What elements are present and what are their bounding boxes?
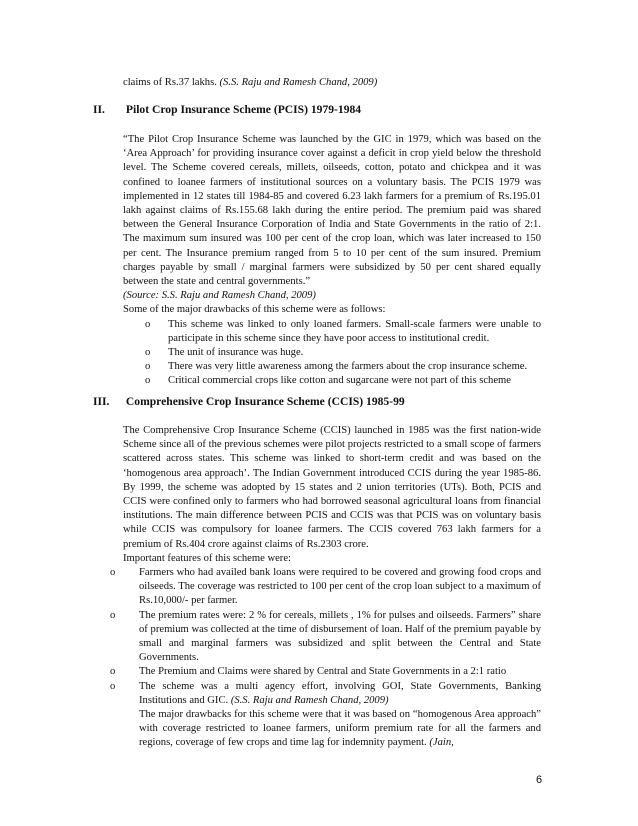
feature-citation: (S.S. Raju and Ramesh Chand, 2009) [230,694,389,706]
bullet-icon: o [110,680,116,692]
list-item: o This scheme was linked to only loaned farmers. Small-scale farmers were unable to participate in this scheme since they have poor access to institutional credit. [145,318,541,344]
list-item: o The unit of insurance was huge. [145,346,541,360]
section-heading-ccis [93,395,553,408]
feature-continuation: The major drawbacks for this scheme were that it was based on “homogenous Area approach” with coverage restricted to loanee farmers, uniform premium rate for all the farmers and regions, coverage of few crops and time lag for indemnity payment. [139,709,541,749]
list-item: o Critical commercial crops like cotton and sugarcane were not part of this scheme [145,374,541,388]
intro-text: claims of Rs.37 lakhs. [123,77,220,88]
list-item: o The scheme was a multi agency effort, involving GOI, State Governments, Banking Institutions and GIC. (S.S. Raju and Ramesh Chand, 2009) The major drawbacks for this scheme were that it was based on “homogenous Area approach” with coverage restricted to loanee farmers, uniform premium rate for all the farmers and regions, coverage of few crops and time lag for indemnity payment. (Jain, [110,680,541,749]
pcis-quote: “The Pilot Crop Insurance Scheme was launched by the GIC in 1979, which was based on the ‘Area Approach’ for providing insurance cover against a deficit in crop yield below the threshold level. The Scheme covered cereals, millets, oilseeds, cotton, potato and chickpea and it was confined to loanee farmers of institutional sources on a voluntary basis. The PCIS 1979 was implemented in 12 states till 1984-85 and covered 6.23 lakh farmers for a premium of Rs.195.01 lakh against claims of Rs.155.68 lakh during the entire period. The premium paid was shared between the General Insurance Corporation of India and State Governments in the ratio of 2:1. The maximum sum insured was 100 per cent of the crop loan, which was later increased to 150 per cent. The Insurance premium ranged from 5 to 10 per cent of the sum insured. Premium charges payable by small / marginal farmers were subsidized by 50 per cent shared equally between the state and central governments.” [123,134,541,288]
ccis-features-list [110,566,541,751]
list-item: o There was very little awareness among the farmers about the crop insurance scheme. [145,360,541,374]
page-number: 6 [536,774,543,786]
ccis-features-intro: Important features of this scheme were: [123,552,291,564]
bullet-icon: o [145,347,151,359]
list-item: o The premium rates were: 2 % for cereals, millets , 1% for pulses and oilseeds. Farmers” share of premium was collected at the time of disbursement of loan. Half of the premium payable by small and marginal farmers was subsidized and split between the Central and State Governments. [110,609,541,664]
bullet-icon: o [110,609,116,621]
section-number: III. [93,395,110,408]
list-item: o The Premium and Claims were shared by Central and State Governments in a 2:1 ratio [110,665,541,679]
list-item: o Farmers who had availed bank loans were required to be covered and growing food crops and oilseeds. The coverage was restricted to 100 per cent of the crop loan subject to a maximum of Rs.10,000/- per farmer. [110,567,541,607]
intro-line [123,76,543,90]
ccis-body: The Comprehensive Crop Insurance Scheme (CCIS) launched in 1985 was the first nation-wide Scheme since all of the previous schemes were pilot projects restricted to a small scope of farmers scattered across states. This scheme was linked to short-term credit and was based on the ‘homogenous area approach’. The Indian Government introduced CCIS during the year 1985-86. By 1999, the scheme was adopted by 15 states and 2 union territories (UTs). Both, PCIS and CCIS were confined only to farmers who had borrowed seasonal agricultural loans from financial institutions. The main difference between PCIS and CCIS was that PCIS was on voluntary basis while CCIS was compulsory for loanee farmers. The CCIS covered 763 lakh farmers for a premium of Rs.404 crore against claims of Rs.2303 crore. [123,425,541,550]
pcis-drawbacks-list [145,318,541,389]
pcis-drawbacks-intro: Some of the major drawbacks of this scheme were as follows: [123,304,386,316]
pcis-source: (Source: S.S. Raju and Ramesh Chand, 2009) [123,290,316,302]
section-number: II. [93,103,105,116]
section-body-ccis [110,424,541,751]
section-title: Pilot Crop Insurance Scheme (PCIS) 1979-1984 [125,103,362,116]
intro-citation: (S.S. Raju and Ramesh Chand, 2009) [219,77,378,88]
section-heading-pcis [93,103,553,116]
bullet-icon: o [110,666,116,678]
section-body-pcis [123,133,541,389]
bullet-icon: o [145,361,151,373]
bullet-icon: o [145,318,151,330]
bullet-icon: o [145,375,151,387]
section-title: Comprehensive Crop Insurance Scheme (CCIS) 1985-99 [125,395,405,408]
bullet-icon: o [110,567,116,579]
continuation-citation: (Jain, [429,737,454,749]
